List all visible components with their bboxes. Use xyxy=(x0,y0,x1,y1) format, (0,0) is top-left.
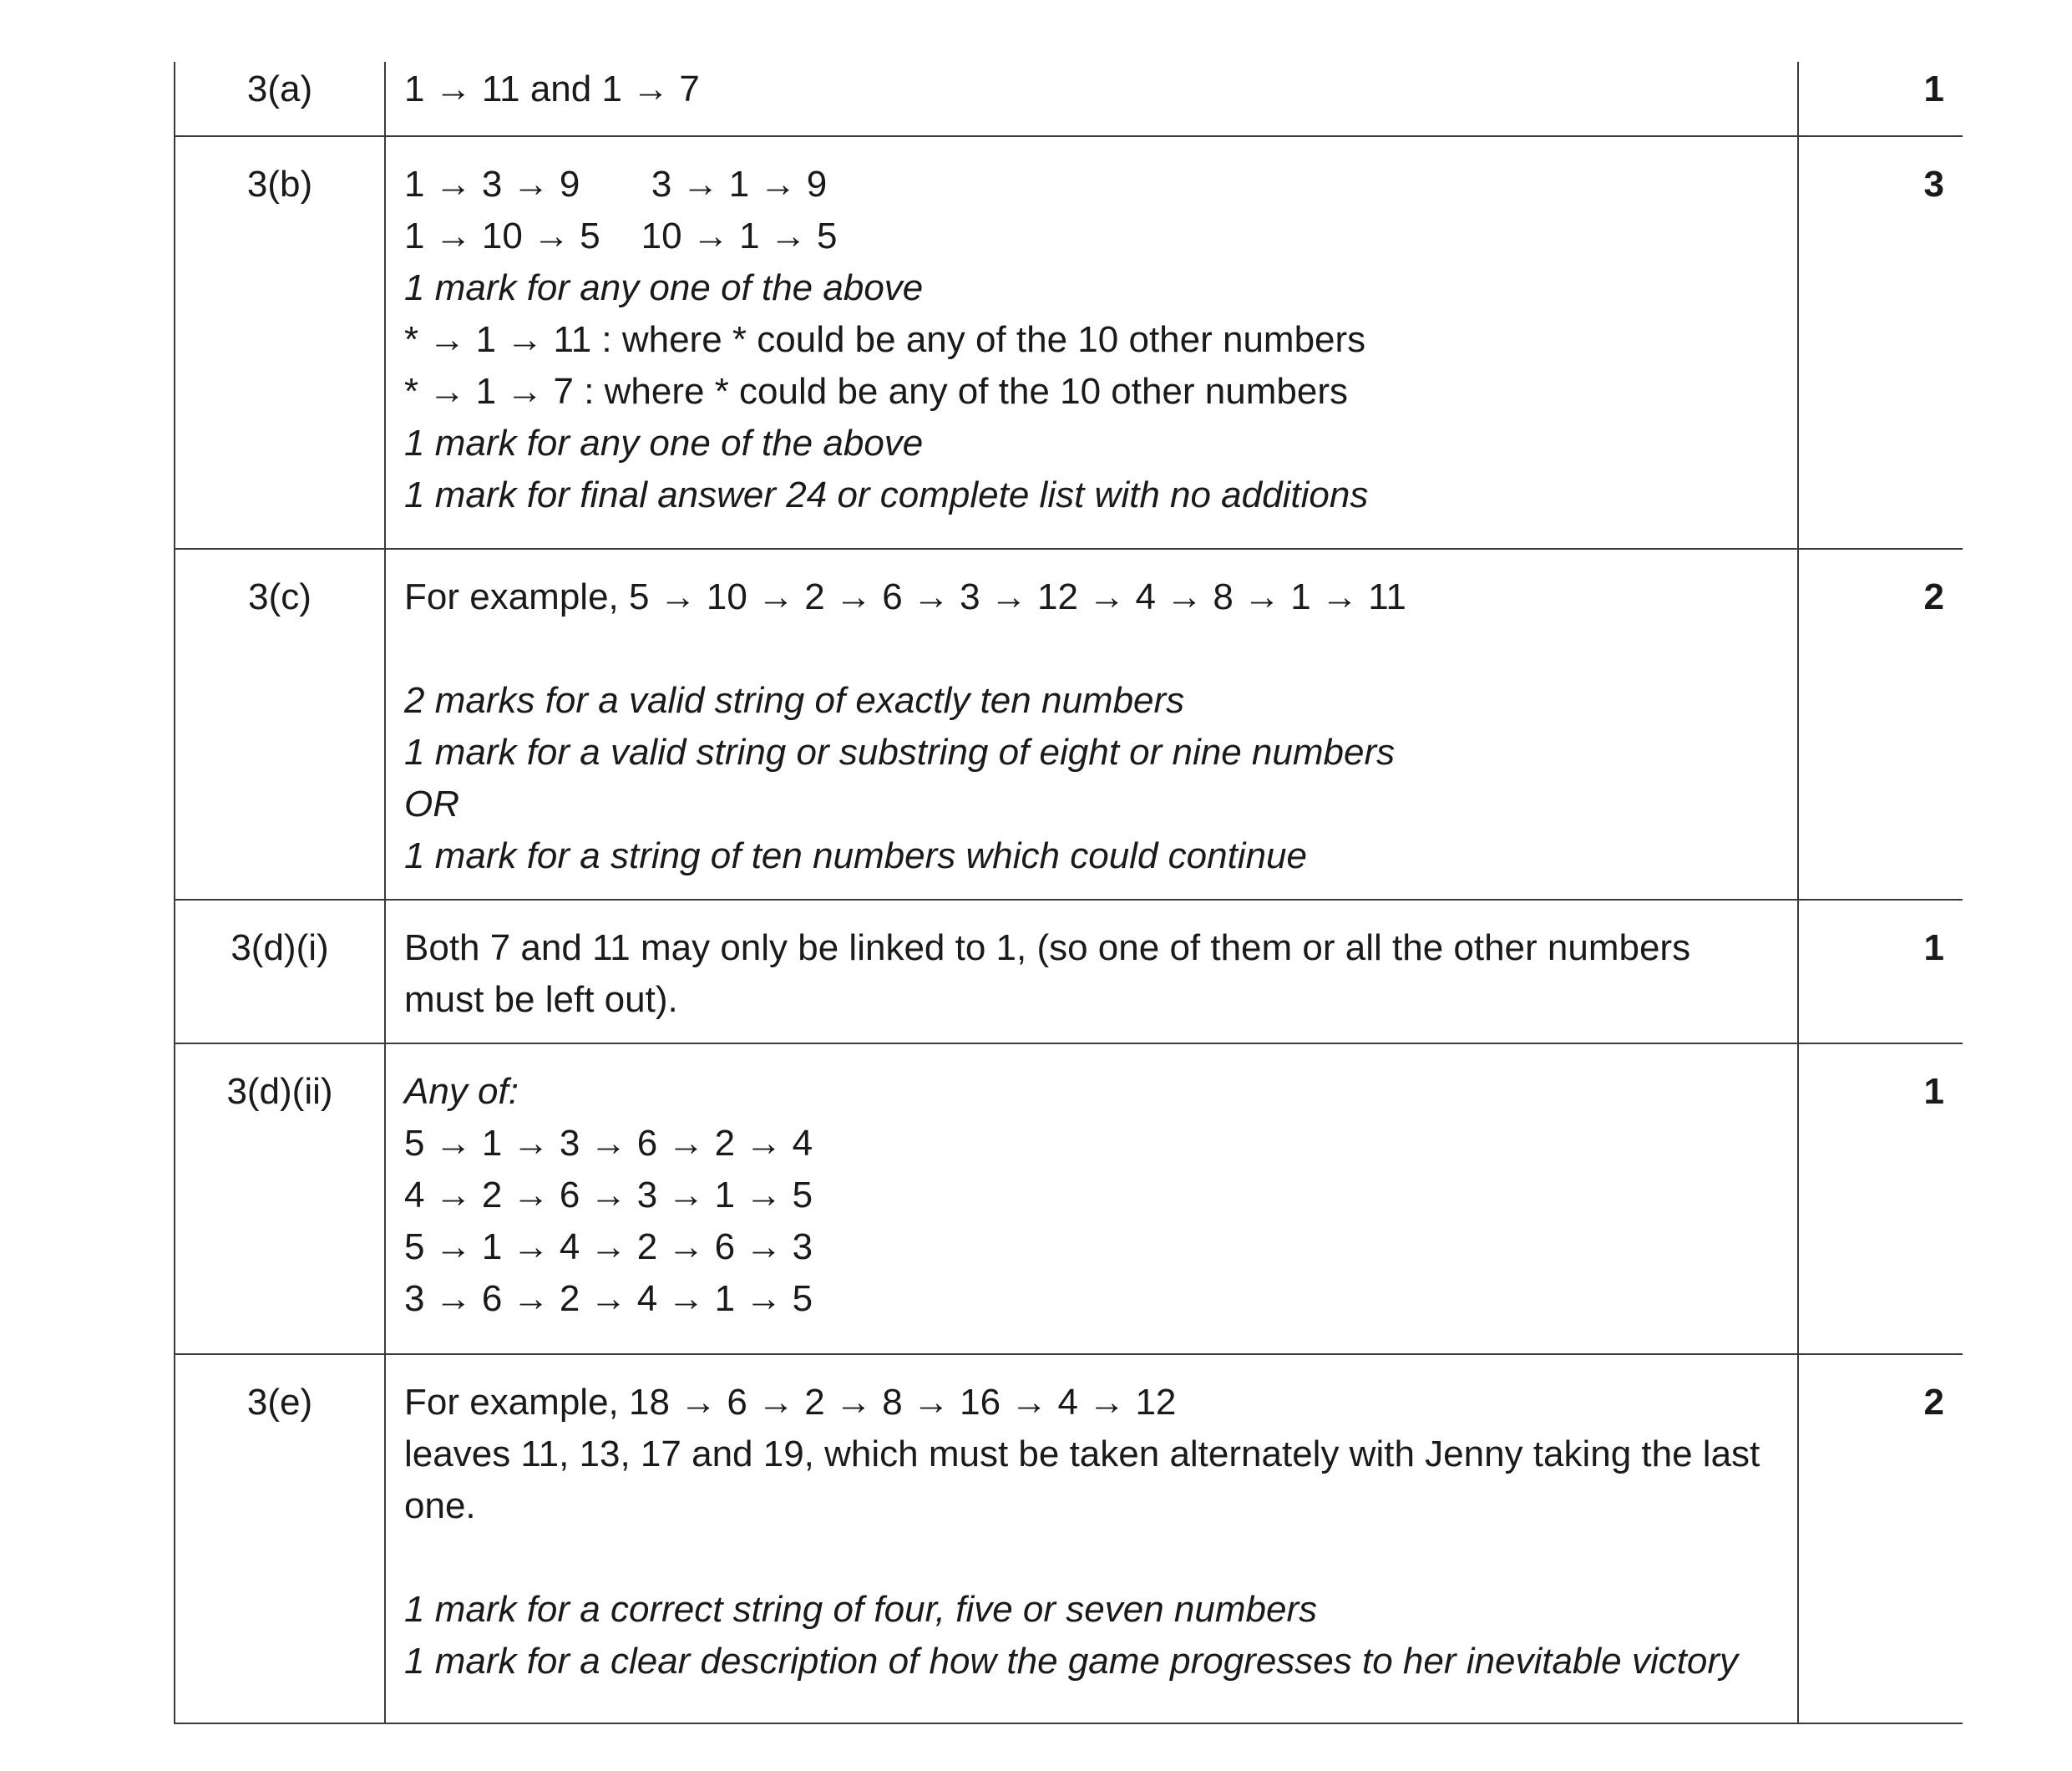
question-number: 3(b) xyxy=(246,164,313,205)
marking-note: OR xyxy=(404,784,459,825)
marking-note: 1 mark for a clear description of how the game progresses to her inevitable victory xyxy=(404,1641,1738,1682)
question-number: 3(d)(i) xyxy=(231,927,329,968)
marks-cell xyxy=(1798,136,1963,549)
marks-value: 2 xyxy=(1923,1382,1944,1423)
answer-content xyxy=(404,137,1779,521)
question-cell xyxy=(175,549,385,900)
question-number: 3(e) xyxy=(246,1382,313,1423)
answer-line: 1 → 10 → 5 10 → 1 → 5 xyxy=(404,216,838,256)
question-cell xyxy=(175,1043,385,1354)
table-row xyxy=(175,900,1963,1043)
answer-line: For example, 5 → 10 → 2 → 6 → 3 → 12 → 4 → 8 → 1 → 11 xyxy=(404,576,1406,617)
answer-line: 1 → 11 and 1 → 7 xyxy=(404,69,700,109)
answer-line: For example, 18 → 6 → 2 → 8 → 16 → 4 → 12 xyxy=(404,1382,1177,1423)
marks-cell xyxy=(1798,62,1963,136)
marking-note: 2 marks for a valid string of exactly ten numbers xyxy=(404,680,1185,721)
table-row xyxy=(175,62,1963,136)
answer-cell xyxy=(385,549,1798,900)
blank-line xyxy=(404,623,1779,675)
question-cell xyxy=(175,62,385,136)
marks-cell xyxy=(1798,1354,1963,1723)
marks-cell xyxy=(1798,1043,1963,1354)
answer-content xyxy=(404,1044,1779,1325)
answer-content xyxy=(404,62,1779,115)
marks-value: 1 xyxy=(1923,69,1944,109)
marking-note: 1 mark for final answer 24 or complete list with no additions xyxy=(404,474,1369,515)
question-cell xyxy=(175,136,385,549)
answer-cell xyxy=(385,136,1798,549)
table-row xyxy=(175,549,1963,900)
answer-line: * → 1 → 7 : where * could be any of the 10 other numbers xyxy=(404,371,1348,412)
answer-content xyxy=(404,550,1779,882)
table-row xyxy=(175,1354,1963,1723)
marks-value: 1 xyxy=(1923,1071,1944,1112)
answer-cell xyxy=(385,1354,1798,1723)
answer-line: * → 1 → 11 : where * could be any of the 10 other numbers xyxy=(404,319,1366,360)
answer-line: 5 → 1 → 4 → 2 → 6 → 3 xyxy=(404,1226,813,1267)
marks-cell xyxy=(1798,900,1963,1043)
table-row xyxy=(175,136,1963,549)
answer-cell xyxy=(385,62,1798,136)
marking-note: 1 mark for a valid string or substring of eight or nine numbers xyxy=(404,732,1396,773)
question-cell xyxy=(175,1354,385,1723)
answer-content xyxy=(404,1355,1779,1687)
table-row xyxy=(175,1043,1963,1354)
blank-line xyxy=(404,1532,1779,1584)
answer-line: 5 → 1 → 3 → 6 → 2 → 4 xyxy=(404,1123,813,1164)
question-number: 3(a) xyxy=(246,69,313,109)
marking-note: 1 mark for a string of ten numbers which could continue xyxy=(404,835,1307,876)
marking-note: 1 mark for any one of the above xyxy=(404,267,924,308)
mark-scheme-table xyxy=(174,62,1963,1724)
answer-line: 4 → 2 → 6 → 3 → 1 → 5 xyxy=(404,1175,813,1215)
answer-line: 3 → 6 → 2 → 4 → 1 → 5 xyxy=(404,1278,813,1319)
answer-content xyxy=(404,901,1779,1026)
marking-note: 1 mark for a correct string of four, five or seven numbers xyxy=(404,1589,1318,1630)
mark-scheme-body xyxy=(175,62,1963,1723)
question-number: 3(d)(ii) xyxy=(226,1071,333,1112)
answer-cell xyxy=(385,900,1798,1043)
marks-value: 3 xyxy=(1923,164,1944,205)
answer-cell xyxy=(385,1043,1798,1354)
question-number: 3(c) xyxy=(248,576,312,617)
marks-value: 1 xyxy=(1923,927,1944,968)
marking-note: Any of: xyxy=(404,1071,519,1112)
marking-note: 1 mark for any one of the above xyxy=(404,423,924,464)
question-cell xyxy=(175,900,385,1043)
marks-value: 2 xyxy=(1923,576,1944,617)
marks-cell xyxy=(1798,549,1963,900)
answer-line: Both 7 and 11 may only be linked to 1, (so one of them or all the other numbers must be left out). xyxy=(404,927,1691,1020)
answer-line: leaves 11, 13, 17 and 19, which must be taken alternately with Jenny taking the last one. xyxy=(404,1434,1760,1526)
answer-line: 1 → 3 → 9 3 → 1 → 9 xyxy=(404,164,828,205)
